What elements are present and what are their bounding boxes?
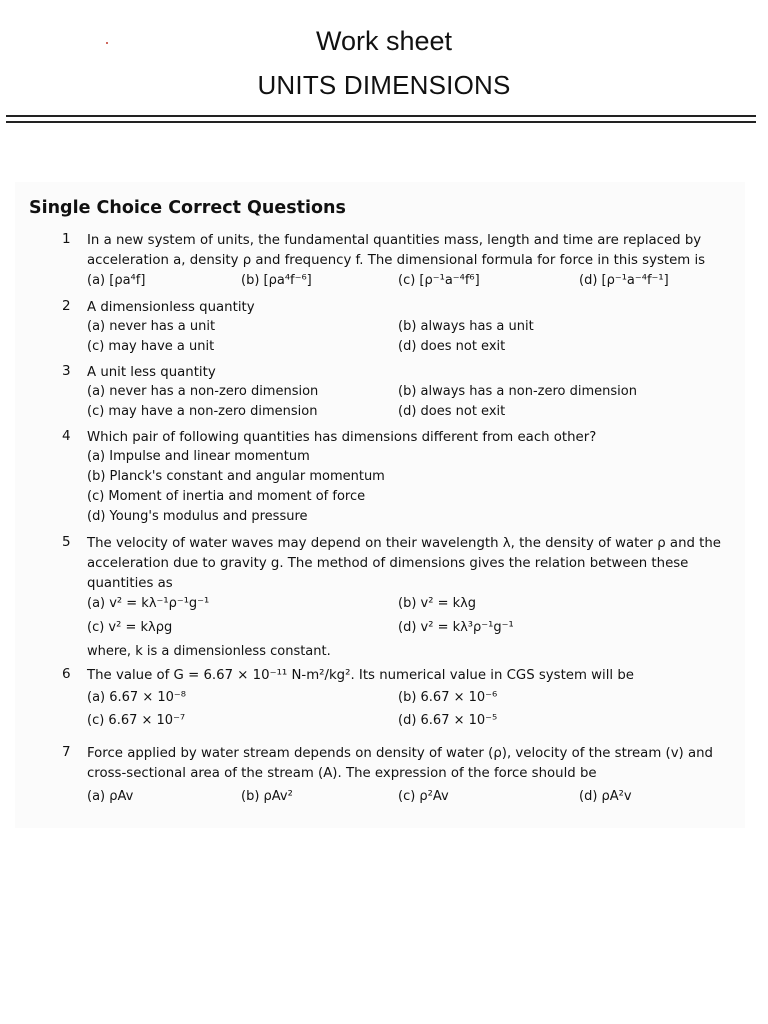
question-number: 3 — [62, 363, 71, 379]
option-b: (b) always has a unit — [398, 319, 534, 334]
option-b: (b) ρAv² — [241, 789, 293, 804]
option-a: (a) v² = kλ⁻¹ρ⁻¹g⁻¹ — [87, 596, 210, 611]
option-c: (c) ρ²Av — [398, 789, 449, 804]
worksheet-title: Work sheet — [315, 26, 453, 56]
option-b: (b) always has a non-zero dimension — [398, 384, 637, 399]
question-number: 4 — [62, 428, 71, 444]
option-c: (c) may have a unit — [87, 339, 215, 354]
question-text: Which pair of following quantities has dimensions different from each other? — [87, 430, 597, 445]
option-b: (b) v² = kλg — [398, 596, 477, 611]
option-c: (c) v² = kλρg — [87, 620, 173, 635]
section-heading: Single Choice Correct Questions — [29, 198, 346, 218]
option-d: (d) does not exit — [398, 339, 506, 354]
option-a: (a) 6.67 × 10⁻⁸ — [87, 690, 186, 705]
question-note: where, k is a dimensionless constant. — [87, 644, 331, 659]
option-d: (d) [ρ⁻¹a⁻⁴f⁻¹] — [579, 273, 669, 288]
question-text: Force applied by water stream depends on density of water (ρ), velocity of the stream (v) and cross-sectional area of the stream (A). The expression of the force should be — [87, 746, 713, 781]
question-text: A unit less quantity — [87, 365, 216, 380]
worksheet-subtitle: UNITS DIMENSIONS — [257, 70, 511, 100]
option-d: (d) ρA²v — [579, 789, 632, 804]
option-d: (d) Young's modulus and pressure — [87, 509, 308, 524]
option-c: (c) [ρ⁻¹a⁻⁴f⁶] — [398, 273, 480, 288]
option-a: (a) never has a unit — [87, 319, 216, 334]
option-c: (c) may have a non-zero dimension — [87, 404, 318, 419]
question-text: The value of G = 6.67 × 10⁻¹¹ N-m²/kg². Its numerical value in CGS system will be — [87, 668, 634, 683]
question-text: A dimensionless quantity — [87, 300, 255, 315]
option-d: (d) 6.67 × 10⁻⁵ — [398, 713, 498, 728]
question-number: 2 — [62, 298, 71, 314]
header-rule-top — [6, 115, 756, 117]
question-text: The velocity of water waves may depend on their wavelength λ, the density of water ρ and the acceleration due to gravity g. The method of dimensions gives the relation between these quantities as — [87, 536, 721, 591]
question-text: In a new system of units, the fundamental quantities mass, length and time are replaced by acceleration a, density ρ and frequency f. The dimensional formula for force in this system is — [87, 233, 706, 268]
header-rule-bottom — [6, 121, 756, 123]
question-number: 5 — [62, 534, 71, 550]
option-a: (a) ρAv — [87, 789, 134, 804]
option-b: (b) Planck's constant and angular momentum — [87, 469, 385, 484]
option-a: (a) never has a non-zero dimension — [87, 384, 319, 399]
option-b: (b) 6.67 × 10⁻⁶ — [398, 690, 498, 705]
question-number: 1 — [62, 231, 71, 247]
option-b: (b) [ρa⁴f⁻⁶] — [241, 273, 312, 288]
option-d: (d) v² = kλ³ρ⁻¹g⁻¹ — [398, 620, 514, 635]
question-number: 7 — [62, 744, 71, 760]
option-a: (a) Impulse and linear momentum — [87, 449, 310, 464]
option-d: (d) does not exit — [398, 404, 506, 419]
question-sheet — [15, 182, 745, 828]
option-a: (a) [ρa⁴f] — [87, 273, 146, 288]
question-number: 6 — [62, 666, 71, 682]
option-c: (c) 6.67 × 10⁻⁷ — [87, 713, 186, 728]
option-c: (c) Moment of inertia and moment of force — [87, 489, 366, 504]
